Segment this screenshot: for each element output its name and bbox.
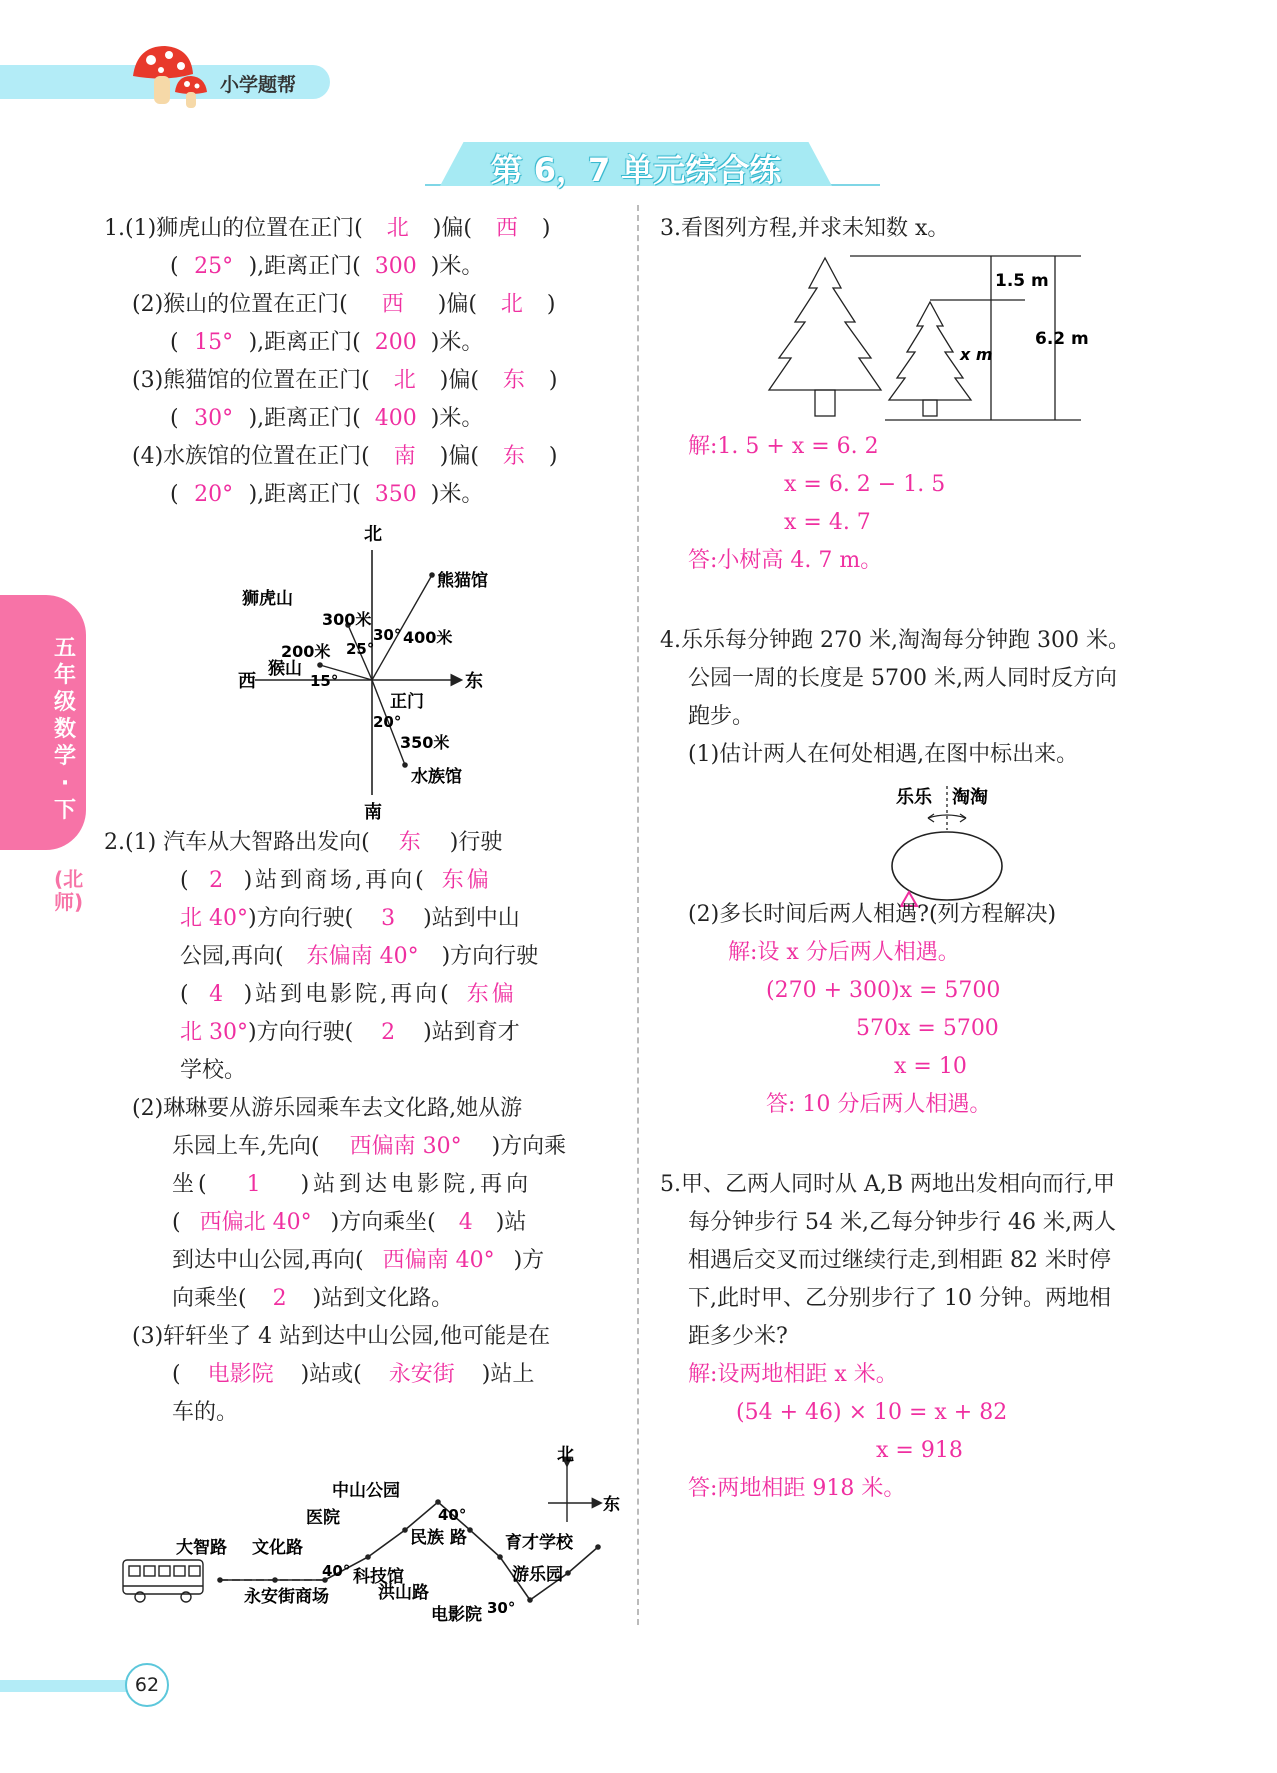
q1-line-5: (3)熊猫馆的位置在正门( 北 )偏( 东 )	[132, 368, 558, 393]
route-hospital-label: 医院	[306, 1508, 340, 1528]
route-minzu-label: 民族 路	[410, 1528, 467, 1548]
fig-total-height-label: 6.2 m	[1035, 329, 1089, 349]
q1-line-3: (2)猴山的位置在正门( 西 )偏( 北 )	[132, 292, 556, 317]
q5-stem-5: 距多少米?	[688, 1324, 788, 1349]
q1-line-2: ( 25° ),距离正门( 300 )米。	[170, 254, 484, 279]
q4-part-2: (2)多长时间后两人相遇?(列方程解决)	[688, 902, 1057, 927]
q5-solution-1: 解:设两地相距 x 米。	[688, 1362, 898, 1387]
map-aquarium-label: 水族馆	[411, 767, 462, 787]
map-dist-300: 300米	[322, 610, 372, 629]
q3-solution-1: 解:1. 5 + x = 6. 2	[688, 434, 879, 459]
q1-line-6: ( 30° ),距离正门( 400 )米。	[170, 406, 484, 431]
side-tab-edition: (北师)	[54, 867, 84, 914]
map-lion-label: 狮虎山	[242, 589, 293, 609]
route-angle-40-top: 40°	[438, 1506, 467, 1524]
q3-answer: 答:小树高 4. 7 m。	[688, 548, 883, 573]
q2-line-4: 公园,再向( 东偏南 40° )方向行驶	[180, 944, 539, 969]
map-east-label: 东	[465, 671, 483, 692]
mushroom-logo-icon	[125, 40, 215, 115]
route-yongan-label: 永安街商场	[244, 1587, 329, 1607]
route-kejiguan-label: 科技馆	[353, 1567, 404, 1587]
fig-x-height-label: x m	[960, 345, 993, 364]
q1-line-7: (4)水族馆的位置在正门( 南 )偏( 东 )	[132, 444, 558, 469]
page-title: 第 6，7 单元综合练	[490, 151, 782, 189]
q2-line-9: 乐园上车,先向( 西偏南 30° )方向乘	[172, 1134, 567, 1159]
q2-line-6: 北 30°)方向行驶( 2 )站到育才	[180, 1020, 520, 1045]
route-youleyuan-label: 游乐园	[512, 1565, 563, 1585]
route-angle-30: 30°	[487, 1599, 516, 1617]
q4-answer: 答: 10 分后两人相遇。	[766, 1092, 992, 1117]
q5-stem-2: 每分钟步行 54 米,乙每分钟步行 46 米,两人	[688, 1210, 1116, 1235]
map-angle-25: 25°	[346, 640, 375, 658]
bus-route-map	[120, 1440, 625, 1625]
q4-stem-3: 跑步。	[688, 704, 755, 729]
q2-line-10: 坐( 1 )站到达电影院,再向	[172, 1172, 533, 1197]
q5-stem-4: 下,此时甲、乙分别步行了 10 分钟。两地相	[688, 1286, 1111, 1311]
route-wenhua-label: 文化路	[252, 1538, 303, 1558]
route-hongshan-label: 洪山路	[378, 1583, 429, 1603]
park-loop-figure	[880, 780, 1030, 915]
q2-line-3: 北 40°)方向行驶( 3 )站到中山	[180, 906, 520, 931]
map-panda-label: 熊猫馆	[437, 571, 488, 591]
q1-line-1: 1.(1)狮虎山的位置在正门( 北 )偏( 西 )	[104, 216, 551, 241]
side-tab-grade: 五年级数学·下	[53, 636, 76, 823]
q2-line-5: ( 4 )站到电影院,再向( 东偏	[180, 982, 517, 1007]
q4-solution-3: 570x = 5700	[856, 1016, 999, 1041]
route-yucai-label: 育才学校	[505, 1533, 573, 1553]
map-dist-400: 400米	[403, 628, 453, 647]
q3-stem: 3.看图列方程,并求未知数 x。	[660, 216, 950, 241]
q2-line-1: 2.(1) 汽车从大智路出发向( 东 )行驶	[104, 830, 503, 855]
q2-line-15: ( 电影院 )站或( 永安街 )站上	[172, 1362, 535, 1387]
q2-line-11: ( 西偏北 40° )方向乘坐( 4 )站	[172, 1210, 527, 1235]
fig-lele-label: 乐乐	[896, 787, 932, 808]
q4-stem-1: 4.乐乐每分钟跑 270 米,淘淘每分钟跑 300 米。	[660, 628, 1130, 653]
q3-solution-3: x = 4. 7	[784, 510, 871, 535]
zoo-direction-map	[225, 520, 525, 820]
big-tree-icon	[769, 258, 881, 416]
map-angle-30: 30°	[373, 626, 402, 644]
route-dazhi-label: 大智路	[176, 1538, 227, 1558]
route-north-label: 北	[557, 1445, 574, 1465]
q2-line-13: 向乘坐( 2 )站到文化路。	[172, 1286, 454, 1311]
q5-solution-3: x = 918	[876, 1438, 963, 1463]
q2-line-12: 到达中山公园,再向( 西偏南 40° )方	[172, 1248, 545, 1273]
q2-line-2: ( 2 )站到商场,再向( 东偏	[180, 868, 492, 893]
q5-solution-2: (54 + 46) × 10 = x + 82	[736, 1400, 1008, 1425]
route-angle-40-left: 40°	[322, 1562, 351, 1580]
route-dianying-label: 电影院	[431, 1605, 482, 1625]
q2-line-8: (2)琳琳要从游乐园乘车去文化路,她从游	[132, 1096, 523, 1121]
q4-solution-1: 解:设 x 分后两人相遇。	[728, 940, 960, 965]
q2-line-16: 车的。	[172, 1400, 239, 1425]
q5-stem-1: 5.甲、乙两人同时从 A,B 两地出发相向而行,甲	[660, 1172, 1116, 1197]
map-dist-200: 200米	[281, 642, 331, 661]
trees-figure	[765, 250, 1105, 425]
q3-solution-2: x = 6. 2 − 1. 5	[784, 472, 946, 497]
map-south-label: 南	[364, 802, 382, 820]
map-dist-350: 350米	[400, 733, 450, 752]
route-zhongshan-label: 中山公园	[332, 1481, 400, 1501]
q1-line-8: ( 20° ),距离正门( 350 )米。	[170, 482, 484, 507]
q4-stem-2: 公园一周的长度是 5700 米,两人同时反方向	[688, 666, 1117, 691]
bus-icon	[123, 1560, 203, 1602]
q4-part-1: (1)估计两人在何处相遇,在图中标出来。	[688, 742, 1079, 767]
q2-line-14: (3)轩轩坐了 4 站到达中山公园,他可能是在	[132, 1324, 551, 1349]
q5-answer: 答:两地相距 918 米。	[688, 1476, 906, 1501]
q4-solution-4: x = 10	[894, 1054, 967, 1079]
small-tree-icon	[889, 302, 971, 416]
q4-solution-2: (270 + 300)x = 5700	[766, 978, 1001, 1003]
map-west-label: 西	[238, 671, 256, 692]
map-angle-15: 15°	[310, 672, 339, 690]
map-monkey-label: 猴山	[268, 659, 302, 679]
map-gate-label: 正门	[390, 692, 424, 712]
map-north-label: 北	[364, 524, 382, 545]
map-angle-20: 20°	[373, 713, 402, 731]
brand-name: 小学题帮	[220, 74, 297, 96]
q5-stem-3: 相遇后交叉而过继续行走,到相距 82 米时停	[688, 1248, 1111, 1273]
q2-line-7: 学校。	[180, 1058, 247, 1083]
q1-line-4: ( 15° ),距离正门( 200 )米。	[170, 330, 484, 355]
fig-top-height-label: 1.5 m	[995, 271, 1049, 291]
column-divider	[637, 205, 639, 1625]
route-east-label: 东	[603, 1495, 620, 1515]
fig-taotao-label: 淘淘	[952, 787, 988, 808]
page-number: 62	[125, 1663, 169, 1707]
